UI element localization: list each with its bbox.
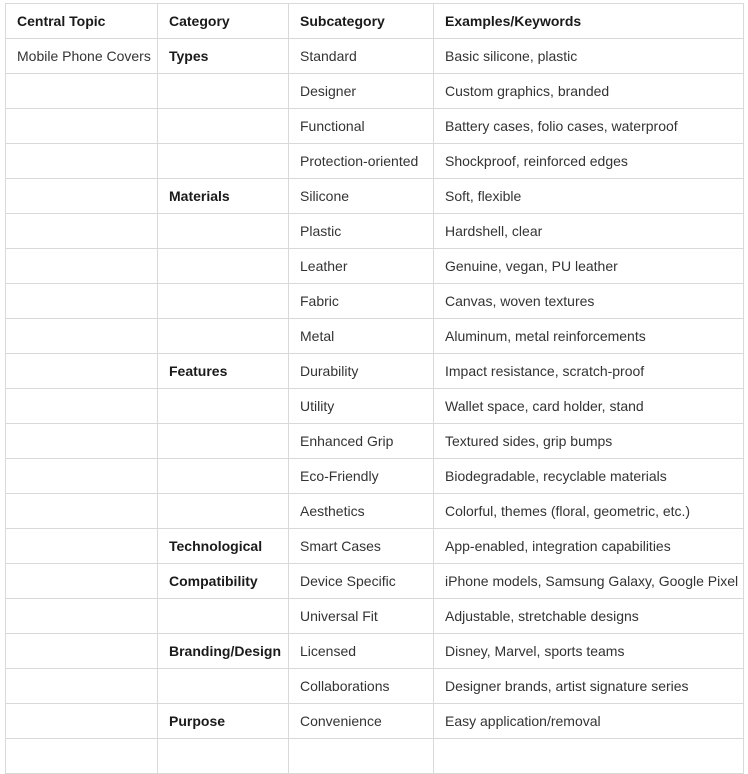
cell-central-topic [6, 249, 158, 284]
cell-category [158, 739, 289, 774]
cell-examples: Shockproof, reinforced edges [434, 144, 744, 179]
cell-central-topic [6, 739, 158, 774]
cell-examples: Adjustable, stretchable designs [434, 599, 744, 634]
cell-examples: Hardshell, clear [434, 214, 744, 249]
cell-category [158, 74, 289, 109]
table-row [6, 109, 744, 144]
cell-category: Compatibility [158, 564, 289, 599]
cell-examples [434, 739, 744, 774]
cell-subcategory: Device Specific [289, 564, 434, 599]
cell-examples: Colorful, themes (floral, geometric, etc.) [434, 494, 744, 529]
cell-category [158, 669, 289, 704]
cell-central-topic [6, 284, 158, 319]
cell-category [158, 109, 289, 144]
table-row [6, 459, 744, 494]
cell-examples: Wallet space, card holder, stand [434, 389, 744, 424]
cell-examples: Easy application/removal [434, 704, 744, 739]
cell-subcategory: Leather [289, 249, 434, 284]
cell-examples: Designer brands, artist signature series [434, 669, 744, 704]
cell-category: Technological [158, 529, 289, 564]
cell-subcategory: Designer [289, 74, 434, 109]
cell-central-topic [6, 214, 158, 249]
table-row [6, 669, 744, 704]
cell-subcategory: Eco-Friendly [289, 459, 434, 494]
cell-central-topic [6, 564, 158, 599]
cell-examples: Genuine, vegan, PU leather [434, 249, 744, 284]
table-row [6, 494, 744, 529]
cell-subcategory: Metal [289, 319, 434, 354]
cell-central-topic: Mobile Phone Covers [6, 39, 158, 74]
table-row [6, 179, 744, 214]
cell-category: Purpose [158, 704, 289, 739]
cell-examples: App-enabled, integration capabilities [434, 529, 744, 564]
table-row [6, 739, 744, 774]
cell-subcategory: Silicone [289, 179, 434, 214]
cell-category [158, 424, 289, 459]
cell-examples: iPhone models, Samsung Galaxy, Google Pixel [434, 564, 744, 599]
cell-subcategory: Functional [289, 109, 434, 144]
cell-central-topic [6, 354, 158, 389]
table-row [6, 424, 744, 459]
cell-category: Types [158, 39, 289, 74]
cell-subcategory: Convenience [289, 704, 434, 739]
cell-subcategory: Aesthetics [289, 494, 434, 529]
cell-central-topic [6, 669, 158, 704]
table-row [6, 144, 744, 179]
header-category: Category [158, 4, 289, 39]
table-row [6, 39, 744, 74]
cell-central-topic [6, 389, 158, 424]
table-row [6, 599, 744, 634]
cell-category [158, 214, 289, 249]
cell-subcategory: Licensed [289, 634, 434, 669]
cell-central-topic [6, 424, 158, 459]
cell-subcategory: Protection-oriented [289, 144, 434, 179]
cell-central-topic [6, 319, 158, 354]
cell-category: Materials [158, 179, 289, 214]
cell-category: Branding/Design [158, 634, 289, 669]
cell-central-topic [6, 704, 158, 739]
cell-central-topic [6, 459, 158, 494]
cell-category [158, 319, 289, 354]
cell-category [158, 144, 289, 179]
cell-central-topic [6, 144, 158, 179]
cell-central-topic [6, 634, 158, 669]
cell-subcategory: Utility [289, 389, 434, 424]
cell-examples: Disney, Marvel, sports teams [434, 634, 744, 669]
cell-central-topic [6, 179, 158, 214]
table-body [6, 39, 744, 774]
header-central-topic: Central Topic [6, 4, 158, 39]
table-row [6, 319, 744, 354]
cell-category [158, 389, 289, 424]
header-row [6, 4, 744, 39]
table-row [6, 74, 744, 109]
cell-examples: Battery cases, folio cases, waterproof [434, 109, 744, 144]
cell-subcategory: Standard [289, 39, 434, 74]
cell-examples: Biodegradable, recyclable materials [434, 459, 744, 494]
table-row [6, 529, 744, 564]
cell-central-topic [6, 599, 158, 634]
cell-subcategory: Fabric [289, 284, 434, 319]
cell-central-topic [6, 529, 158, 564]
cell-examples: Aluminum, metal reinforcements [434, 319, 744, 354]
cell-examples: Impact resistance, scratch-proof [434, 354, 744, 389]
table-row [6, 284, 744, 319]
cell-category [158, 599, 289, 634]
cell-examples: Soft, flexible [434, 179, 744, 214]
table-row [6, 704, 744, 739]
header-examples-keywords: Examples/Keywords [434, 4, 744, 39]
cell-subcategory: Enhanced Grip [289, 424, 434, 459]
cell-central-topic [6, 74, 158, 109]
table-row [6, 564, 744, 599]
cell-examples: Basic silicone, plastic [434, 39, 744, 74]
cell-subcategory: Smart Cases [289, 529, 434, 564]
table-row [6, 634, 744, 669]
cell-subcategory: Universal Fit [289, 599, 434, 634]
cell-category [158, 249, 289, 284]
cell-central-topic [6, 494, 158, 529]
cell-category [158, 494, 289, 529]
cell-subcategory: Collaborations [289, 669, 434, 704]
cell-examples: Canvas, woven textures [434, 284, 744, 319]
topic-table [5, 3, 744, 774]
cell-subcategory: Durability [289, 354, 434, 389]
header-subcategory: Subcategory [289, 4, 434, 39]
table-row [6, 249, 744, 284]
cell-subcategory [289, 739, 434, 774]
cell-category: Features [158, 354, 289, 389]
table-row [6, 354, 744, 389]
cell-subcategory: Plastic [289, 214, 434, 249]
cell-category [158, 459, 289, 494]
table-row [6, 389, 744, 424]
cell-examples: Textured sides, grip bumps [434, 424, 744, 459]
table-row [6, 214, 744, 249]
cell-category [158, 284, 289, 319]
cell-examples: Custom graphics, branded [434, 74, 744, 109]
cell-central-topic [6, 109, 158, 144]
